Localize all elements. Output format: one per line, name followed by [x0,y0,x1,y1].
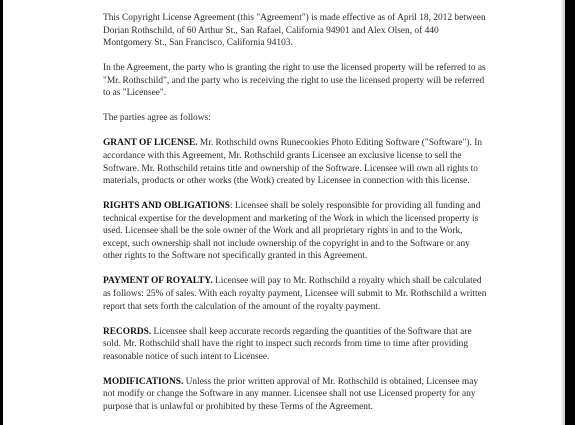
section-body: Licensee will pay to Mr. Rothschild a royalty which shall be calculated as follows: 25% of sales. With each royalty payment, Licensee will submit to Mr. Rothschild a written report that sets forth the calculation of the amount of the royalty payment. [103,276,487,312]
section-heading: MODIFICATIONS. [103,376,184,387]
section-body: Unless the prior written approval of Mr. Rothschild is obtained, Licensee may not modify or change the Software in any manner. Licensee shall not use Licensed property for any purpose that is unlawful or prohibited by these Terms of the Agreement. [103,376,479,412]
parties-agree-line: The parties agree as follows: [103,113,211,124]
section-records [103,326,489,364]
document-page [3,0,565,425]
section-body: Licensee shall keep accurate records regarding the quantities of the Software that are sold. Mr. Rothschild shall have the right to inspect such records from time to time after providing reasonable notice of such intent to Licensee. [103,326,472,362]
section-body: : Licensee shall be solely responsible for providing all funding and technical expertise for the development and marketing of the Work in which the licensed property is used. Licensee shall be the sole owner of the Work and all proprietary rights in and to the Work, except, such ownership shall not include ownership of the copyright in and to the Software or any other rights to the Software not specifically granted in this Agreement. [103,201,481,262]
agreement-text [103,12,489,425]
intro-paragraph: This Copyright License Agreement (this "Agreement") is made effective as of April 18, 2012 between Dorian Rothschild, of 60 Arthur St., San Rafael, California 94901 and Alex Olsen, of 440 Montgomery St., San Francisco, California 94103. [103,13,486,49]
section-heading: RIGHTS AND OBLIGATIONS [103,201,230,212]
section-heading: RECORDS. [103,326,152,337]
section-modifications [103,376,489,414]
section-body: Mr. Rothschild owns Runecookies Photo Editing Software ("Software"). In accordance with this Agreement, Mr. Rothschild grants Licensee an exclusive license to sell the Software. Mr. Rothschild retains title and ownership of the Software. Licensee will own all rights to materials, products or other works (the Work) created by Licensee in connection with this license. [103,138,483,187]
section-heading: GRANT OF LICENSE. [103,138,198,149]
definitions-paragraph: In the Agreement, the party who is granting the right to use the licensed property will be referred to as "Mr. Rothschild", and the party who is receiving the right to use the licensed property will be referred to as "Licensee". [103,63,486,99]
section-rights-and-obligations [103,200,489,263]
section-grant-of-license [103,137,489,187]
section-payment-of-royalty [103,275,489,313]
section-heading: PAYMENT OF ROYALTY. [103,276,213,287]
